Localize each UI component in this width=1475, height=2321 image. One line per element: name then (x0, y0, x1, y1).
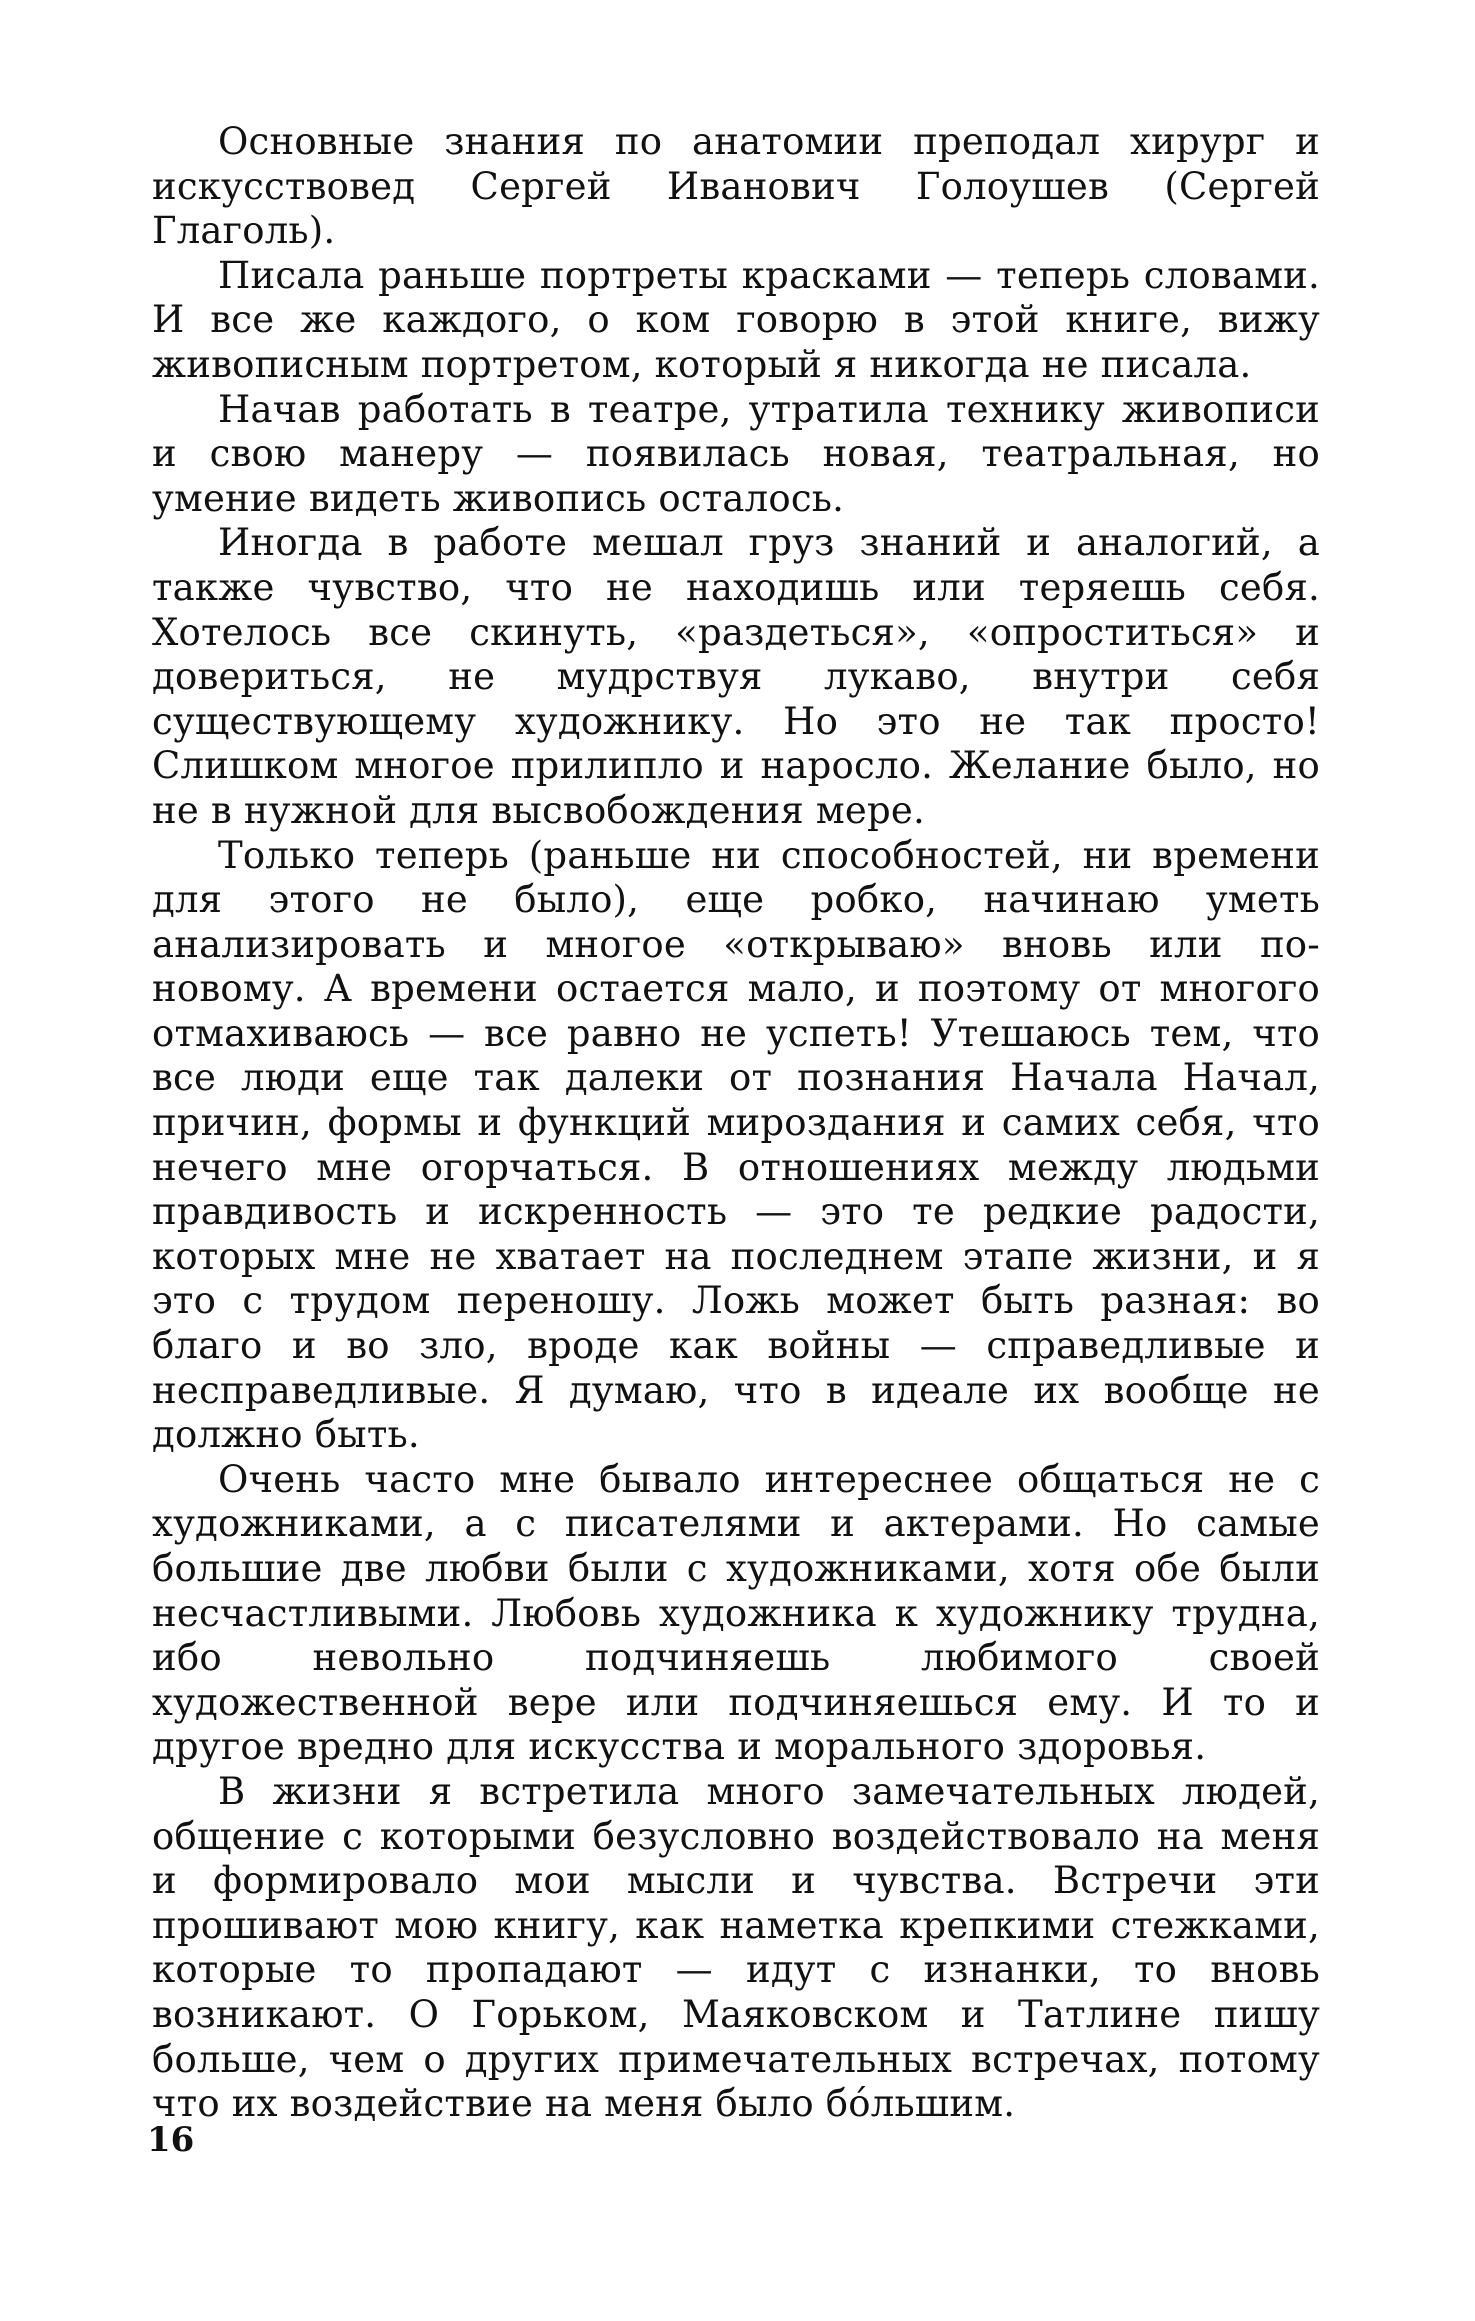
paragraph-5: Только теперь (раньше ни способностей, ни времени для этого не было), еще робко, начинаю уметь анализировать и многое «открываю» вновь или по-новому. А времени остается мало, и поэтому от многого отмахиваюсь — все равно не успеть! Утешаюсь тем, что все люди еще так далеки от познания Начала Начал, причин, формы и функций мироздания и самих себя, что нечего мне огорчаться. В отношениях между людьми правдивость и искренность — это те редкие радости, которых мне не хватает на последнем этапе жизни, и я это с трудом переношу. Ложь может быть разная: во благо и во зло, вроде как войны — справедливые и несправедливые. Я думаю, что в идеале их вообще не должно быть. (152, 833, 1320, 1457)
paragraph-6: Очень часто мне бывало интереснее общаться не с художниками, а с писателями и актерами. Но самые большие две любви были с художниками, хотя обе были несчастливыми. Любовь художника к художнику трудна, ибо невольно подчиняешь любимого своей художественной вере или подчиняешься ему. И то и другое вредно для искусства и морального здоровья. (152, 1457, 1320, 1769)
paragraph-4: Иногда в работе мешал груз знаний и аналогий, а также чувство, что не находишь или теряешь себя. Хотелось все скинуть, «раздеться», «опроститься» и довериться, не мудрствуя лукаво, внутри себя существующему художнику. Но это не так просто! Слишком многое прилипло и наросло. Желание было, но не в нужной для высвобождения мере. (152, 521, 1320, 832)
paragraph-2: Писала раньше портреты красками — теперь словами. И все же каждого, о ком говорю в этой книге, вижу живописным портретом, который я никогда не писала. (152, 253, 1320, 386)
body-text (152, 120, 1320, 2127)
paragraph-1: Основные знания по анатомии преподал хирург и искусствовед Сергей Иванович Голоушев (Сергей Глаголь). (152, 120, 1320, 253)
page-number: 16 (147, 2120, 195, 2160)
paragraph-7: В жизни я встретила много замечательных людей, общение с которыми безусловно воздействовало на меня и формировало мои мысли и чувства. Встречи эти прошивают мою книгу, как наметка крепкими стежками, которые то пропадают — идут с изнанки, то вновь возникают. О Горьком, Маяковском и Татлине пишу больше, чем о других примечательных встречах, потому что их воздействие на меня было бóльшим. (152, 1769, 1320, 2126)
paragraph-3: Начав работать в театре, утратила технику живописи и свою манеру — появилась новая, театральная, но умение видеть живопись осталось. (152, 387, 1320, 520)
